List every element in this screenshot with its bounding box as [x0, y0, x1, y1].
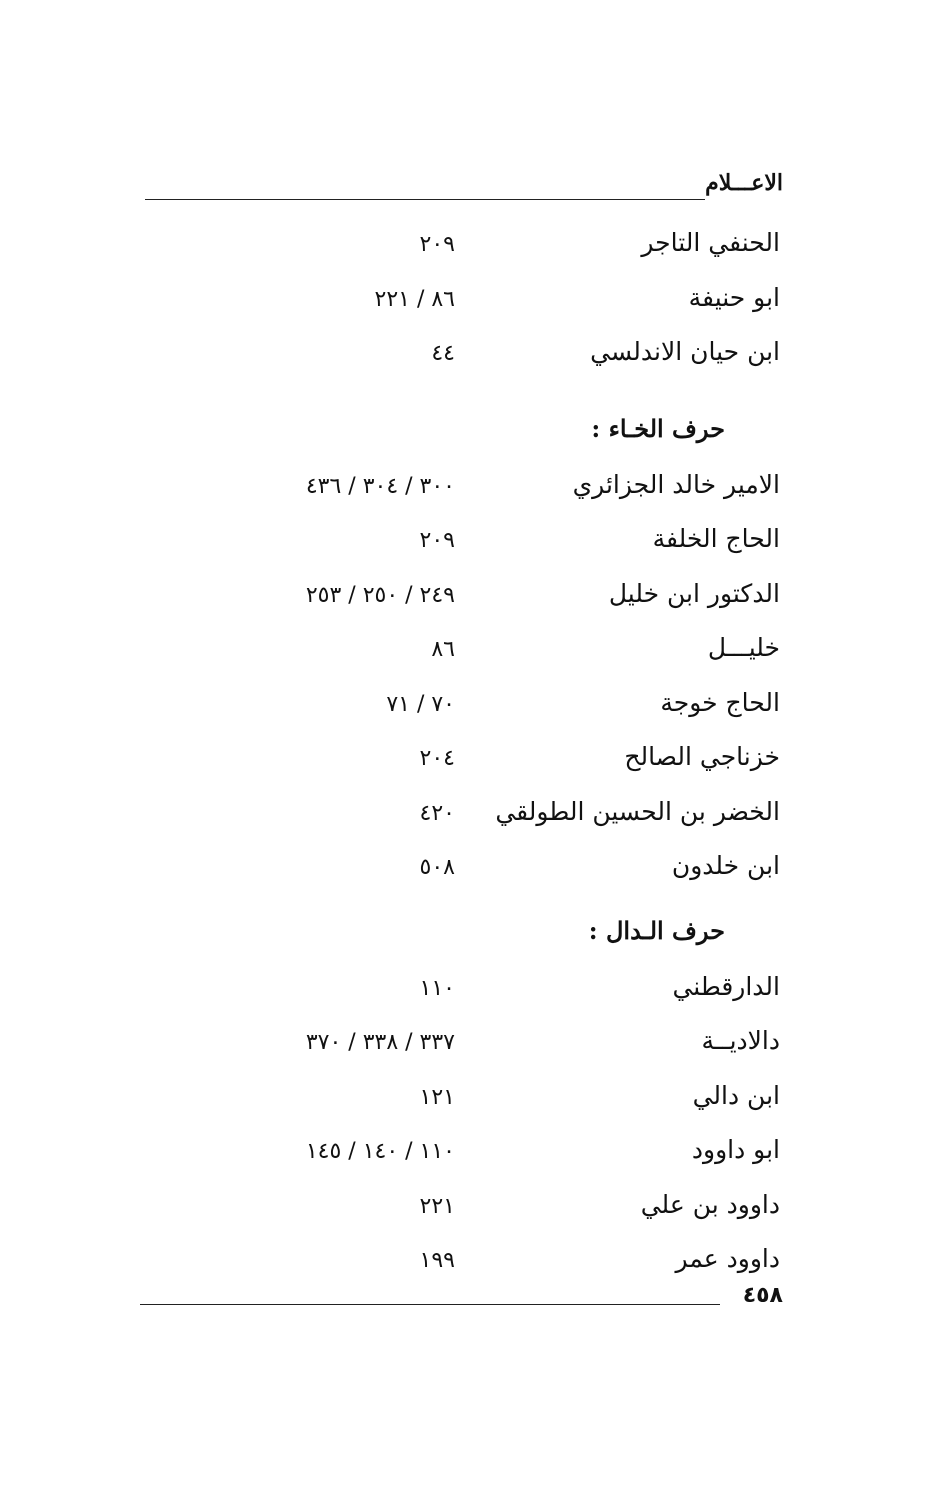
entry-name: داوود عمر — [675, 1244, 780, 1273]
index-entry — [200, 682, 780, 737]
entry-name: خليـــل — [707, 633, 780, 662]
index-entry — [200, 222, 780, 277]
entry-pages: ١٢١ — [419, 1084, 455, 1110]
index-entry — [200, 1020, 780, 1075]
entry-name: ابو داوود — [691, 1135, 780, 1164]
section-heading-row — [200, 900, 780, 966]
index-entry — [200, 845, 780, 900]
entry-pages: ٨٦ — [431, 637, 455, 662]
footer-rule — [140, 1304, 720, 1305]
page-footer — [140, 1283, 783, 1323]
index-entry — [200, 1129, 780, 1184]
entry-pages: ٤٢٠ — [419, 800, 455, 826]
entry-pages: ٢٢١ — [419, 1193, 455, 1219]
index-entry — [200, 1184, 780, 1239]
index-entry — [200, 331, 780, 386]
page-number: ٤٥٨ — [742, 1283, 783, 1308]
entry-name: الخضر بن الحسين الطولقي — [495, 796, 780, 826]
entry-pages: ٣٠٠ / ٣٠٤ / ٤٣٦ — [305, 473, 455, 499]
entry-name: خزناجي الصالح — [624, 742, 780, 771]
index-entry — [200, 966, 780, 1021]
index-entries — [200, 222, 780, 1293]
entry-name: الحنفي التاجر — [641, 228, 780, 257]
index-entry — [200, 277, 780, 332]
entry-name: الامير خالد الجزائري — [572, 469, 780, 499]
index-entry — [200, 573, 780, 628]
entry-pages: ٢٠٩ — [419, 232, 455, 257]
entry-name: ابو حنيفة — [688, 282, 780, 312]
index-entry — [200, 518, 780, 573]
entry-pages: ٧٠ / ٧١ — [386, 691, 455, 717]
index-entry — [200, 627, 780, 682]
entry-pages: ١١٠ / ١٤٠ / ١٤٥ — [305, 1139, 455, 1164]
entry-name: الدكتور ابن خليل — [608, 578, 780, 608]
entry-pages: ١١٠ — [419, 975, 455, 1001]
entry-name: دالاديــة — [701, 1026, 780, 1055]
entry-pages: ٢٤٩ / ٢٥٠ / ٢٥٣ — [305, 582, 455, 608]
index-entry — [200, 464, 780, 519]
entry-pages: ٥٠٨ — [419, 855, 455, 880]
entry-name: الحاج الخلفة — [652, 524, 780, 553]
entry-pages: ١٩٩ — [419, 1248, 455, 1273]
page-header — [145, 168, 783, 208]
index-entry — [200, 1075, 780, 1130]
entry-pages: ٤٤ — [431, 341, 455, 366]
entry-pages: ٢٠٤ — [419, 746, 455, 771]
index-entry — [200, 736, 780, 791]
entry-pages: ٣٣٧ / ٣٣٨ / ٣٧٠ — [305, 1030, 455, 1055]
entry-name: داوود بن علي — [640, 1189, 780, 1219]
entry-name: الحاج خوجة — [660, 687, 780, 717]
index-entry — [200, 791, 780, 846]
entry-name: ابن دالي — [692, 1080, 780, 1110]
entry-name: الدارقطني — [672, 971, 780, 1001]
header-rule — [145, 199, 705, 200]
entry-pages: ٢٠٩ — [419, 528, 455, 553]
header-title: الاعـــلام — [705, 170, 783, 196]
entry-name: ابن خلدون — [671, 851, 780, 880]
entry-pages: ٨٦ / ٢٢١ — [374, 286, 455, 312]
entry-name: ابن حيان الاندلسي — [590, 337, 780, 366]
section-heading: حرف الخـاء : — [591, 413, 725, 443]
section-heading: حرف الـدال : — [588, 915, 725, 945]
section-heading-row — [200, 398, 780, 464]
